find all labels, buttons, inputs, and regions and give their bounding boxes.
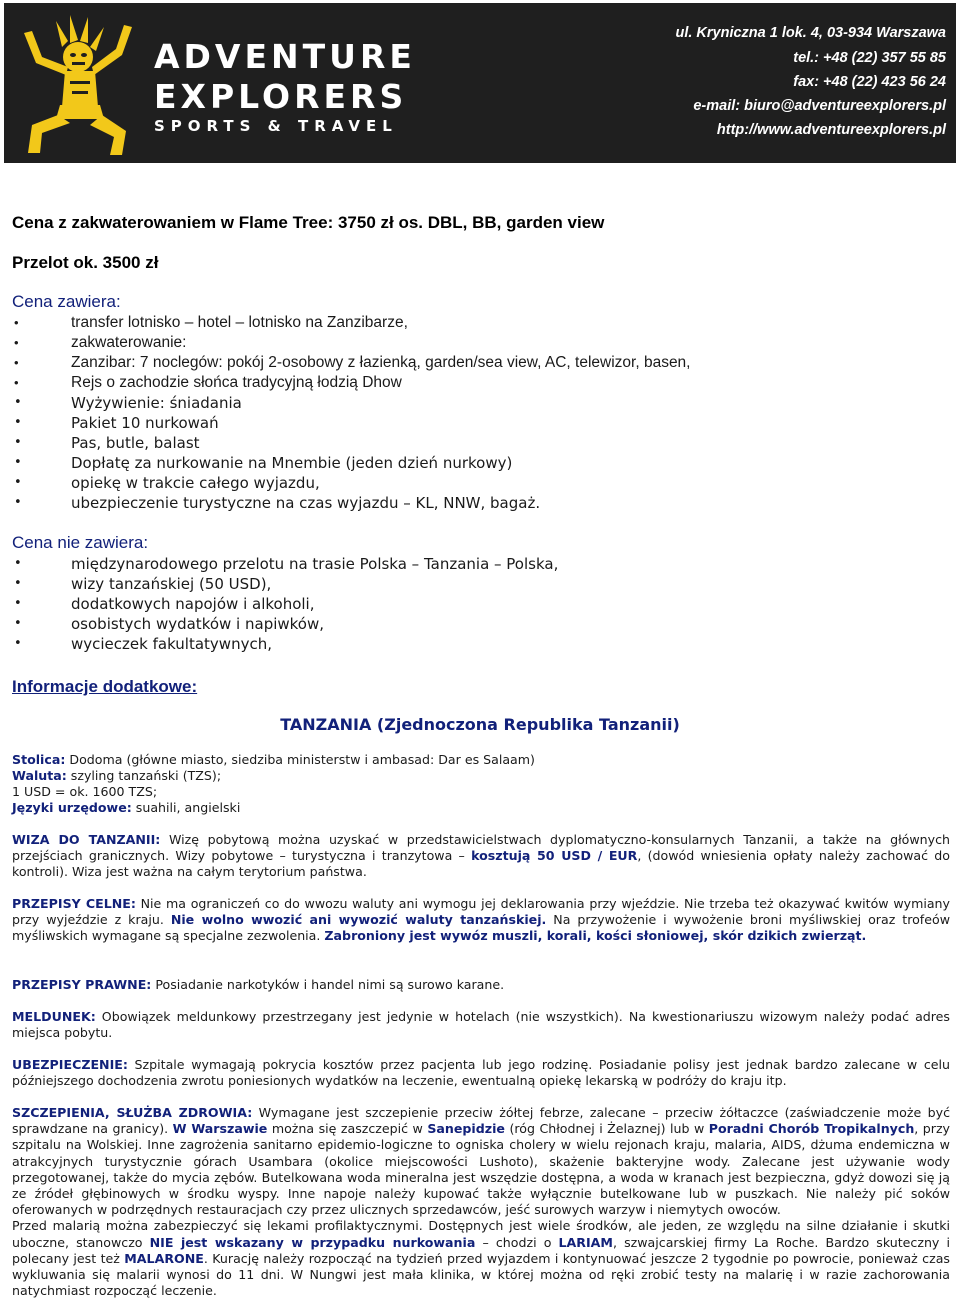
contact-phone: tel.: +48 (22) 357 55 85 (793, 50, 946, 66)
exchange-rate-row: 1 USD = ok. 1600 TZS; (12, 784, 158, 799)
vaccination-paragraph: SZCZEPIENIA, SŁUŻBA ZDROWIA: Wymagane jest szczepienie przeciw żółtej febrze, zalecane – przeciw żółtaczce (zaświadczenie może być sprawdzane na granicy). W Warszawie można się zaszczepić w Sanepidzie (róg Chłodnej i Żelaznej) lub w Poradni Chorób Tropikalnych, przy szpitalu na Wolskiej. Inne zagrożenia sanitarno epidemio-logiczne to ogniska cholery w wielu rejonach kraju, malaria, AIDS, dżuma endemiczna w atrakcyjnych turystycznie górach Usambara (okolice miejscowości Lushoto), skażenie bakteryjne wody. Zalecane jest używanie wody przegotowanej, także do mycia zębów. Butelkowana woda mineralna jest wszędzie dostępna, a woda w kranach jest bezpieczna, gdyż dowozi się ją ze źródeł głębinowych w środku wyspy. Inne napoje należy kupować także wyłącznie butelkowane lub w puszkach. Nie należy pić soków oferowanych w podrzędnych restauracjach czy przez ulicznych sprzedawców, jeść surowych warzyw i niemytych owoców. Przed malarią można zabezpieczyć się lekami profilaktycznymi. Dostępnych jest wiele środków, ale jeden, ze względu na silne działanie i skutki uboczne, stanowczo NIE jest wskazany w przypadku nurkowania – chodzi o LARIAM, szwajcarskiej firmy La Roche. Bardzo skuteczny i polecany jest też MALARONE. Kurację należy rozpocząć na tydzień przed wyjazdem i kontynuować jeszcze 2 tygodnie po powrocie, ponieważ czas wykluwania się malarii wynosi do 11 dni. W Nungwi jest mała klinika, w której można od ręki zrobić testy na malarię i w razie zachorowania natychmiast rozpocząć leczenie. (12, 1105, 951, 1299)
bullet-icon: • (14, 415, 22, 430)
bullet-icon: • (14, 495, 22, 510)
insurance-paragraph: UBEZPIECZENIE: Szpitale wymagają pokrycia kosztów przez pacjenta lub jego rodzinę. Posiadanie polisy jest jednak bardzo zalecane w celu późniejszego dochodzenia zwrotu poniesionych wydatków na leczenie, ewentualną opiekę lekarską w podróży do kraju itp. (12, 1057, 950, 1089)
logo-dancer-icon (10, 7, 142, 161)
contact-address: ul. Kryniczna 1 lok. 4, 03-934 Warszawa (675, 25, 946, 41)
bullet-icon: • (14, 335, 19, 350)
price-line: Cena z zakwaterowaniem w Flame Tree: 3750 zł os. DBL, BB, garden view (12, 213, 605, 232)
list-item: • osobistych wydatków i napiwków, (14, 615, 325, 633)
list-item: • transfer lotnisko – hotel – lotnisko na Zanzibarze, (14, 314, 408, 331)
excluded-heading: Cena nie zawiera: (12, 533, 149, 552)
additional-info-heading: Informacje dodatkowe: (12, 677, 198, 696)
list-item: • zakwaterowanie: (14, 334, 187, 351)
contact-fax: fax: +48 (22) 423 56 24 (793, 74, 946, 90)
bullet-icon: • (14, 556, 22, 571)
list-item: • wycieczek fakultatywnych, (14, 635, 272, 653)
list-item: • dodatkowych napojów i alkoholi, (14, 595, 315, 613)
brand-line-explorers: EXPLORERS (154, 77, 408, 116)
contact-website: http://www.adventureexplorers.pl (716, 122, 946, 138)
country-title: TANZANIA (Zjednoczona Republika Tanzanii) (280, 715, 680, 734)
customs-paragraph: PRZEPISY CELNE: Nie ma ograniczeń co do wwozu waluty ani wymogu jej deklarowania przy wjeździe. Nie trzeba też okazywać kwitów wymiany przy wyjeździe z kraju. Nie wolno wwozić ani wywozić waluty tanzańskiej. Na przywożenie i wywożenie broni myśliwskiej oraz trofeów myśliwskich wymagane są specjalne zezwolenia. Zabroniony jest wywóz muszli, korali, kości słoniowej, skór dzikich zwierząt. (12, 896, 950, 944)
brand-tagline: SPORTS & TRAVEL (154, 117, 398, 135)
registration-paragraph: MELDUNEK: Obowiązek meldunkowy przestrzegany jest jedynie w hotelach (nie wszystkich). Na kwestionariuszu wizowym należy podać adres miejsca pobytu. (12, 1009, 950, 1041)
visa-paragraph: WIZA DO TANZANII: Wizę pobytową można uzyskać w przedstawicielstwach dyplomatyczno-konsularnych Tanzanii, a także na głównych przejściach granicznych. Wizy pobytowe – turystyczna i tranzytowa – kosztują 50 USD / EUR, (dowód wniesienia opłaty należy zachować do kontroli). Wiza jest ważna na całym terytorium państwa. (12, 832, 951, 880)
brand-line-adventure: ADVENTURE (154, 37, 416, 76)
currency-row: Waluta: szyling tanzański (TZS); (12, 768, 222, 783)
included-list (12, 313, 691, 513)
excluded-list (12, 554, 558, 654)
list-item: • Zanzibar: 7 noclegów: pokój 2-osobowy z łazienką, garden/sea view, AC, telewizor, basen, (14, 354, 691, 371)
capital-row: Stolica: Dodoma (główne miasto, siedziba ministerstw i ambasad: Dar es Salaam) (12, 752, 535, 767)
bullet-icon: • (14, 576, 22, 591)
bullet-icon: • (14, 355, 19, 370)
list-item: • wizy tanzańskiej (50 USD), (14, 575, 272, 593)
bullet-icon: • (14, 455, 22, 470)
list-item: • Pakiet 10 nurkowań (14, 414, 219, 432)
header-banner (4, 3, 956, 163)
bullet-icon: • (14, 475, 22, 490)
bullet-icon: • (14, 636, 22, 651)
included-heading: Cena zawiera: (12, 292, 121, 311)
bullet-icon: • (14, 375, 19, 390)
bullet-icon: • (14, 315, 19, 330)
list-item: • Wyżywienie: śniadania (14, 394, 242, 412)
languages-row: Języki urzędowe: suahili, angielski (12, 800, 241, 815)
bullet-icon: • (14, 596, 22, 611)
bullet-icon: • (14, 616, 22, 631)
list-item: • międzynarodowego przelotu na trasie Polska – Tanzania – Polska, (14, 555, 559, 573)
list-item: • Dopłatę za nurkowanie na Mnembie (jeden dzień nurkowy) (14, 454, 513, 472)
bullet-icon: • (14, 435, 22, 450)
list-item: • Rejs o zachodzie słońca tradycyjną łodzią Dhow (14, 374, 402, 391)
contact-email: e-mail: biuro@adventureexplorers.pl (693, 98, 946, 114)
flight-price-line: Przelot ok. 3500 zł (12, 253, 159, 272)
legal-paragraph: PRZEPISY PRAWNE: Posiadanie narkotyków i handel nimi są surowo karane. (12, 977, 505, 992)
list-item: • ubezpieczenie turystyczne na czas wyjazdu – KL, NNW, bagaż. (14, 494, 541, 512)
bullet-icon: • (14, 395, 22, 410)
list-item: • Pas, butle, balast (14, 434, 200, 452)
list-item: • opiekę w trakcie całego wyjazdu, (14, 474, 320, 492)
